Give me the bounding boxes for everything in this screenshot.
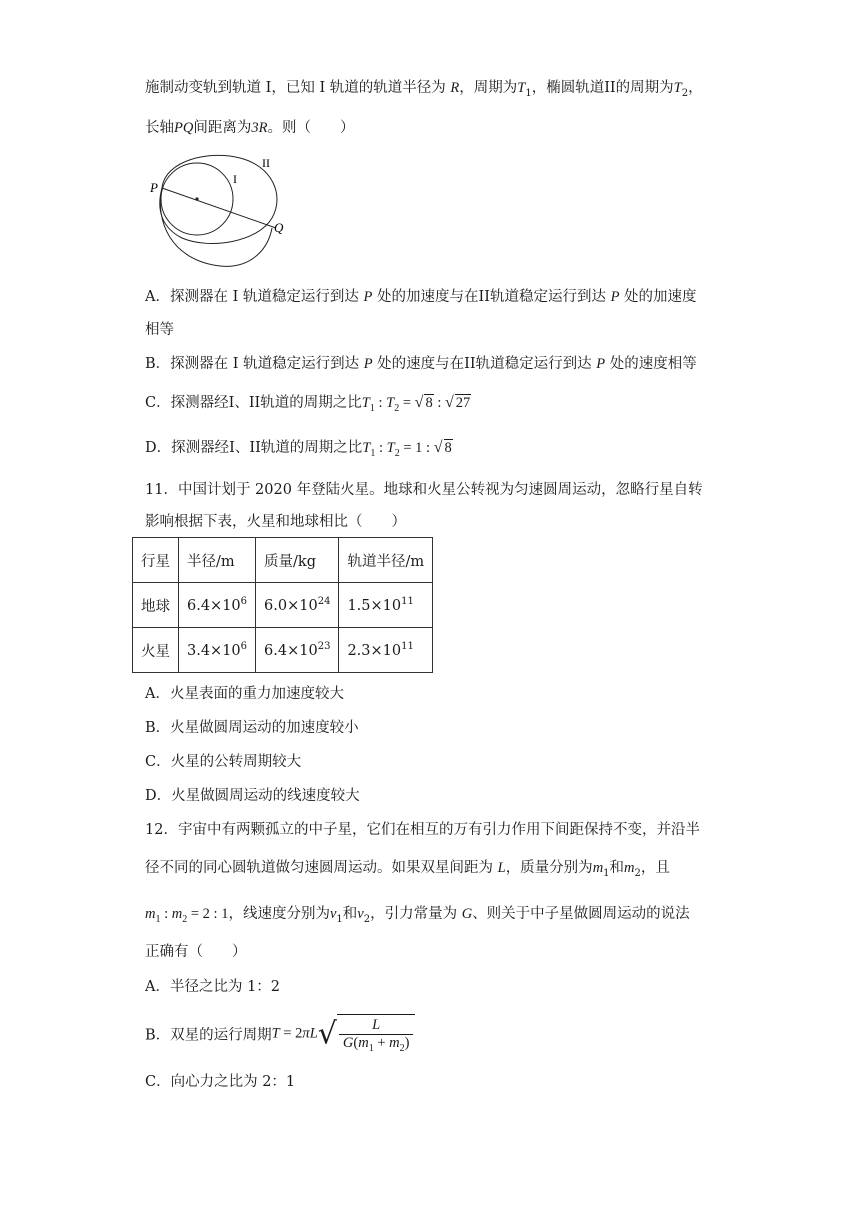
math-op: = 2 bbox=[279, 1025, 303, 1042]
var-m: m bbox=[171, 906, 183, 922]
subscript: 2 bbox=[399, 1042, 405, 1054]
q10-option-A bbox=[145, 287, 697, 307]
option-text: D．探测器经I、II轨道的周期之比 bbox=[145, 440, 363, 456]
q12-stem-line-4: 正确有（ ） bbox=[145, 944, 247, 960]
subscript: 1 bbox=[368, 1042, 374, 1054]
stem-text: 径不同的同心圆轨道做匀速圆周运动。如果双星间距为 bbox=[145, 860, 498, 876]
stem-text: 和 bbox=[342, 906, 358, 922]
var-P: P bbox=[363, 289, 373, 305]
q12-option-C: C．向心力之比为 2：1 bbox=[145, 1074, 296, 1090]
table-cell bbox=[256, 583, 339, 628]
var-T: T bbox=[361, 395, 370, 411]
q12-stem-line-2 bbox=[145, 858, 670, 884]
label-I: I bbox=[233, 172, 237, 186]
math-op: : bbox=[375, 440, 387, 456]
label-II: II bbox=[262, 156, 270, 170]
subscript: 2 bbox=[394, 447, 400, 459]
option-text: B．双星的运行周期 bbox=[145, 1027, 272, 1044]
center-dot bbox=[195, 197, 198, 200]
var-T2: T bbox=[673, 80, 682, 96]
q10-option-A-cont bbox=[145, 320, 174, 340]
major-axis-line bbox=[162, 188, 276, 228]
option-text: 相等 bbox=[145, 322, 174, 338]
value-base: 6.4×10 bbox=[264, 642, 318, 659]
var-m: m bbox=[624, 860, 635, 876]
q10-option-B bbox=[145, 354, 697, 374]
label-Q: Q bbox=[274, 220, 284, 235]
table-header-row bbox=[133, 538, 433, 583]
var-PQ: PQ bbox=[174, 120, 194, 136]
numerator: L bbox=[339, 1017, 414, 1035]
value-base: 6.0×10 bbox=[264, 597, 318, 614]
stem-text: 和 bbox=[609, 860, 625, 876]
var-m: m bbox=[592, 860, 604, 876]
radicand: 27 bbox=[455, 395, 471, 411]
intro-text: ， bbox=[688, 80, 703, 96]
option-text: 处的加速度与在II轨道稳定运行到达 bbox=[372, 289, 611, 305]
table-cell bbox=[179, 583, 256, 628]
table-header-cell: 半径/m bbox=[179, 538, 256, 583]
q12-option-B bbox=[145, 1014, 415, 1054]
question-intro-line-1 bbox=[145, 78, 703, 104]
option-text: 处的速度相等 bbox=[605, 356, 697, 372]
sqrt-icon: √ bbox=[317, 1016, 337, 1052]
value-base: 3.4×10 bbox=[187, 642, 241, 659]
value-base: 6.4×10 bbox=[187, 597, 241, 614]
table-cell bbox=[179, 628, 256, 673]
var-P: P bbox=[610, 289, 620, 305]
exponent: 6 bbox=[240, 641, 248, 653]
stem-text: ，质量分别为 bbox=[505, 860, 593, 876]
table-cell bbox=[339, 628, 433, 673]
question-intro-line-2 bbox=[145, 118, 354, 138]
orbit-spiral-tail bbox=[160, 188, 272, 266]
subscript: 1 bbox=[369, 402, 375, 414]
sqrt-icon: √ bbox=[433, 439, 443, 456]
exponent: 6 bbox=[240, 596, 248, 608]
formula-D bbox=[362, 439, 452, 459]
formula-C bbox=[361, 394, 471, 414]
orbit-diagram bbox=[140, 150, 300, 275]
sqrt-content bbox=[337, 1014, 416, 1054]
radicand: 8 bbox=[444, 440, 452, 456]
var-v: v bbox=[357, 906, 364, 922]
stem-text: 、则关于中子星做圆周运动的说法 bbox=[472, 906, 690, 922]
subscript: 2 bbox=[182, 913, 188, 925]
q11-option-B: B．火星做圆周运动的加速度较小 bbox=[145, 720, 359, 736]
math-op: = 1 : bbox=[399, 440, 434, 456]
q10-option-C bbox=[145, 393, 471, 419]
table-cell bbox=[256, 628, 339, 673]
q12-option-A: A．半径之比为 1：2 bbox=[145, 979, 281, 995]
q11-stem-line-2: 影响根据下表，火星和地球相比（ ） bbox=[145, 514, 406, 530]
var-v: v bbox=[329, 906, 337, 922]
period-formula bbox=[272, 1025, 318, 1041]
option-text: B．探测器在 I 轨道稳定运行到达 bbox=[145, 356, 364, 372]
intro-text: 长轴 bbox=[145, 120, 174, 136]
subscript: 2 bbox=[394, 402, 400, 414]
intro-text: 施制动变轨到轨道 I，已知 I 轨道的轨道半径为 bbox=[145, 80, 451, 96]
table-cell bbox=[339, 583, 433, 628]
table-header-cell: 质量/kg bbox=[256, 538, 339, 583]
stem-text: ，线速度分别为 bbox=[228, 906, 330, 922]
stem-text: ，且 bbox=[640, 860, 670, 876]
q10-option-D bbox=[145, 438, 453, 464]
var-m: m bbox=[145, 906, 156, 922]
var-T: T bbox=[362, 440, 371, 456]
q12-stem-line-3 bbox=[145, 904, 690, 930]
mass-ratio bbox=[145, 906, 229, 925]
q11-stem-line-1: 11．中国计划于 2020 年登陆火星。地球和火星公转视为匀速圆周运动，忽略行星自转 bbox=[145, 482, 703, 498]
var-m: m bbox=[389, 1035, 400, 1051]
q11-option-D: D．火星做圆周运动的线速度较大 bbox=[145, 788, 360, 804]
subscript: 2 bbox=[363, 913, 371, 925]
math-op: : bbox=[160, 906, 172, 922]
exponent: 23 bbox=[317, 641, 331, 653]
q11-option-C: C．火星的公转周期较大 bbox=[145, 754, 302, 770]
radicand: 8 bbox=[425, 395, 433, 411]
exponent: 11 bbox=[401, 641, 414, 653]
denominator: $G(m_1 + m_2)$ bbox=[342, 1035, 410, 1054]
subscript: 2 bbox=[634, 867, 641, 879]
subscript: 1 bbox=[603, 867, 610, 879]
var-G: G bbox=[461, 906, 473, 922]
table-header-cell: 行星 bbox=[133, 538, 179, 583]
intro-text: 间距离为 bbox=[193, 120, 252, 136]
subscript: 2 bbox=[681, 87, 689, 99]
exponent: 24 bbox=[317, 596, 331, 608]
q11-option-A: A．火星表面的重力加速度较大 bbox=[145, 686, 344, 702]
var-P: P bbox=[363, 356, 373, 372]
var-G: G bbox=[342, 1035, 354, 1051]
var-P: P bbox=[596, 356, 606, 372]
math-op: : bbox=[374, 395, 387, 411]
table-cell: 地球 bbox=[133, 583, 179, 628]
intro-text: ，周期为 bbox=[459, 80, 518, 96]
math-op: = 2 : 1 bbox=[187, 906, 229, 922]
option-text: A．探测器在 I 轨道稳定运行到达 bbox=[145, 289, 364, 305]
var-m: m bbox=[358, 1035, 369, 1051]
table-header-cell: 轨道半径/m bbox=[339, 538, 433, 583]
intro-text: 。则（ ） bbox=[267, 120, 355, 136]
table-row bbox=[133, 583, 433, 628]
var-T: T bbox=[386, 395, 395, 411]
fraction bbox=[339, 1017, 414, 1054]
value-base: 2.3×10 bbox=[347, 642, 402, 659]
var-T: T bbox=[271, 1025, 280, 1042]
subscript: 1 bbox=[525, 87, 532, 99]
stem-text: ，引力常量为 bbox=[370, 906, 462, 922]
value-base: 1.5×10 bbox=[347, 597, 402, 614]
option-text: C．探测器经I、II轨道的周期之比 bbox=[145, 395, 362, 411]
subscript: 1 bbox=[336, 913, 343, 925]
sqrt-icon: √ bbox=[414, 394, 424, 411]
math-op: = bbox=[399, 395, 415, 411]
planet-table bbox=[132, 537, 433, 673]
subscript: 1 bbox=[155, 913, 161, 925]
math-op: + bbox=[373, 1035, 390, 1051]
var-T: T bbox=[386, 440, 395, 456]
table-row bbox=[133, 628, 433, 673]
label-P: P bbox=[150, 180, 158, 195]
math-op: : bbox=[433, 395, 445, 411]
exponent: 11 bbox=[401, 596, 414, 608]
option-text: 处的速度与在II轨道稳定运行到达 bbox=[372, 356, 597, 372]
var-L: L bbox=[497, 860, 506, 876]
option-text: 处的加速度 bbox=[619, 289, 697, 305]
q12-stem-line-1: 12．宇宙中有两颗孤立的中子星，它们在相互的万有引力作用下间距保持不变，并沿半 bbox=[145, 822, 700, 838]
intro-text: ，椭圆轨道II的周期为 bbox=[531, 80, 674, 96]
var-R: R bbox=[450, 80, 460, 96]
var-L: L bbox=[309, 1025, 318, 1042]
var-pi: π bbox=[302, 1025, 310, 1042]
table-cell: 火星 bbox=[133, 628, 179, 673]
var-3R: 3R bbox=[251, 120, 268, 136]
sqrt-icon: √ bbox=[444, 394, 454, 411]
subscript: 1 bbox=[370, 447, 376, 459]
var-T1: T bbox=[517, 80, 526, 96]
